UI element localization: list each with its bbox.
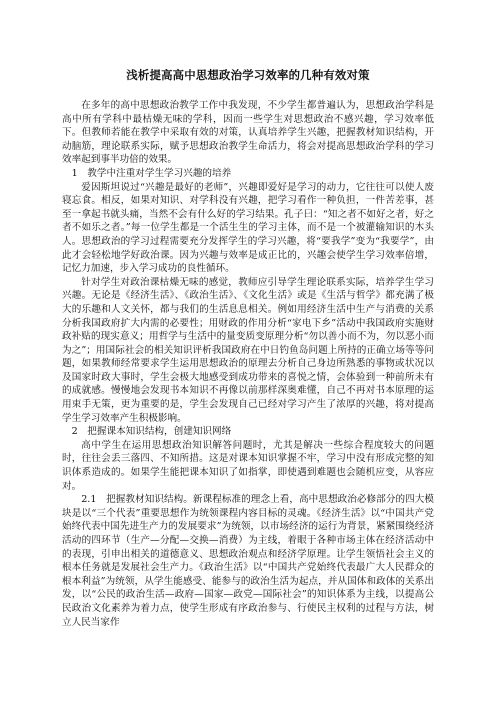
document-body (62, 99, 434, 629)
body-paragraph: 爱因斯坦说过“兴趣是最好的老师”，兴趣即爱好是学习的动力，它往往可以使人废寝忘食。相反，如果对知识、对学科没有兴趣，把学习看作一种负担，一件苦差事，甚至一拿起书就头痛，当然不会有什么好的学习结果。孔子曰：“知之者不如好之者，好之者不如乐之者。”每一位学生都是一个活生生的学习主体，而不是一个被灌输知识的木头人。思想政治的学习过程需要充分发挥学生的学习兴趣，将“要我学”变为“我要学”，由此才会轻松地学好政治课。因为兴趣与效率是成正比的，兴趣会使学生学习效率倍增，记忆力加速，步入学习成功的良性循环。 (62, 181, 434, 275)
body-paragraph: 2.1 把握教材知识结构。新课程标准的理念上看，高中思想政治必修部分的四大模块是以“三个代表”重要思想作为统领课程内容目标的灵魂。《经济生活》以“中国共产党始终代表中国先进生产力的发展要求”为统领，以市场经济的运行为背景，紧紧围绕经济活动的四环节（生产—分配—交换—消费）为主线，着眼于各种市场主体在经济活动中的表现，引申出相关的道德意义、思想政治观点和经济学原理。让学生领悟社会主义的根本任务就是发展社会生产力。《政治生活》以“中国共产党始终代表最广大人民群众的根本利益”为统领，从学生能感受、能参与的政治生活为起点，并从国体和政体的关系出发，以“公民的政治生活—政府—国家—政党—国际社会”的知识体系为主线，以提高公民政治文化素养为着力点，使学生形成有序政治参与、行使民主权利的过程与方法，树立人民当家作 (62, 494, 434, 628)
document-title: 浅析提高高中思想政治学习效率的几种有效对策 (126, 68, 370, 82)
section-heading: 2 把握课本知识结构，创建知识网络 (71, 426, 232, 438)
body-paragraph: 高中学生在运用思想政治知识解答问题时，尤其是解决一些综合程度较大的问题时，往往会丢三落四、不知所措。这是对课本知识掌握不牢，学习中没有形成完整的知识体系造成的。如果学生能把课本知识了如指掌，即使遇到难题也会随机应变，从容应对。 (62, 439, 434, 492)
body-paragraph: 在多年的高中思想政治教学工作中我发现，不少学生都普遍认为，思想政治学科是高中所有学科中最枯燥无味的学科，因而一些学生对思想政治不感兴趣，学习效率低下。但教师若能在教学中采取有效的对策，认真培养学生兴趣，把握教材知识结构，开动脑筋，理论联系实际，赋予思想政治教学生命活力，将会对提高思想政治学科的学习效率起到事半功倍的效果。 (62, 100, 434, 166)
section-heading: 1 教学中注重对学生学习兴趣的培养 (71, 167, 232, 179)
body-paragraph: 针对学生对政治课枯燥无味的感觉，教师应引导学生理论联系实际，培养学生学习兴趣。无论是《经济生活》、《政治生活》、《文化生活》或是《生活与哲学》都充满了极大的乐趣和人文关怀，都与我们的生活息息相关。例如用经济生活中生产与消费的关系分析我国政府扩大内需的必要性；用财政的作用分析“家电下乡”活动中我国政府实施财政补贴的现实意义；用哲学与生活中的量变质变原理分析“勿以善小而不为，勿以恶小而为之”；用国际社会的相关知识评析我国政府在中日钓鱼岛问题上所持的正确立场等等问题，如果教师经常要求学生运用思想政治的原理去分析自己身边所熟悉的事物或状况以及国家时政大事时，学生会极大地感受到成功带来的喜悦之情，会体验到一种前所未有的成就感。慢慢地会发现书本知识不再像以前那样深奥难懂，自己不再对书本原理的运用束手无策，更为重要的是，学生会发现自己已经对学习产生了浓厚的兴趣，将对提高学生学习效率产生积极影响。 (62, 276, 434, 424)
